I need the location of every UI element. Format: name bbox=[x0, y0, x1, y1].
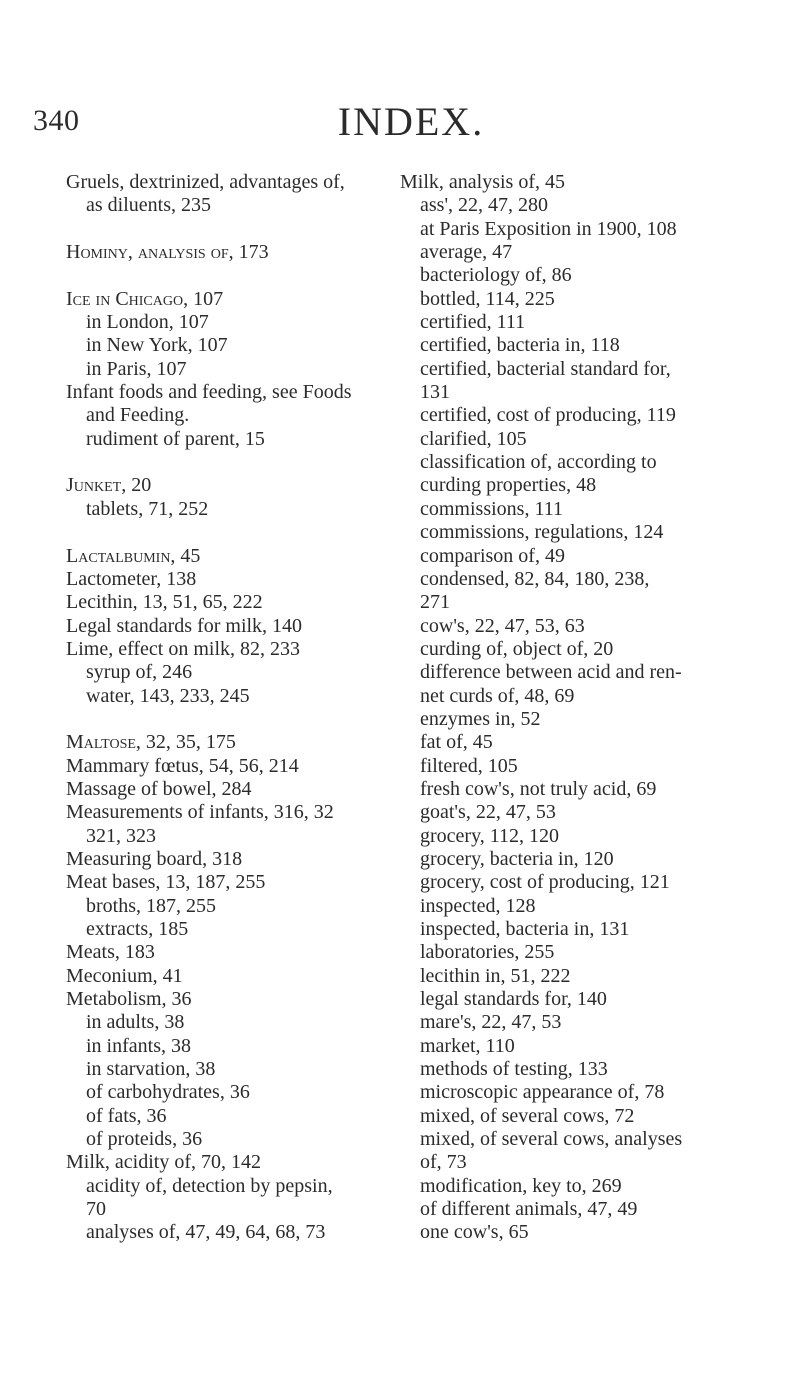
index-entry: as diluents, 235 bbox=[86, 194, 211, 217]
index-entry: Meats, 183 bbox=[66, 941, 155, 964]
index-entry: fat of, 45 bbox=[420, 731, 493, 754]
index-entry: net curds of, 48, 69 bbox=[420, 684, 575, 707]
index-entry: analyses of, 47, 49, 64, 68, 73 bbox=[86, 1221, 326, 1244]
index-entry: 70 bbox=[86, 1198, 106, 1221]
index-entry: and Feeding. bbox=[86, 404, 190, 427]
index-entry: acidity of, detection by pepsin, bbox=[86, 1174, 333, 1197]
index-entry: Infant foods and feeding, see Foods bbox=[66, 381, 352, 404]
index-entry: certified, cost of producing, 119 bbox=[420, 404, 676, 427]
index-entry: in London, 107 bbox=[86, 311, 209, 334]
index-entry: of proteids, 36 bbox=[86, 1128, 203, 1151]
index-entry: Mammary fœtus, 54, 56, 214 bbox=[66, 754, 299, 777]
index-entry: Measuring board, 318 bbox=[66, 847, 243, 870]
index-entry: difference between acid and ren- bbox=[420, 661, 682, 684]
index-entry: comparison of, 49 bbox=[420, 544, 565, 567]
index-entry: commissions, regulations, 124 bbox=[420, 521, 664, 544]
index-entry: Milk, analysis of, 45 bbox=[400, 171, 565, 193]
index-entry: mare's, 22, 47, 53 bbox=[420, 1011, 562, 1034]
index-entry: certified, 111 bbox=[420, 311, 526, 334]
index-entry: syrup of, 246 bbox=[86, 661, 193, 684]
index-entry: clarified, 105 bbox=[420, 427, 527, 450]
index-entry: laboratories, 255 bbox=[420, 941, 555, 964]
index-entry: ass', 22, 47, 280 bbox=[420, 194, 549, 217]
index-entry: methods of testing, 133 bbox=[420, 1058, 608, 1081]
index-entry: in adults, 38 bbox=[86, 1011, 185, 1034]
index-entry: of, 73 bbox=[420, 1151, 467, 1174]
index-entry: water, 143, 233, 245 bbox=[86, 684, 250, 707]
index-entry: tablets, 71, 252 bbox=[86, 497, 209, 520]
index-entry: microscopic appearance of, 78 bbox=[420, 1081, 665, 1104]
index-entry: bacteriology of, 86 bbox=[420, 264, 572, 287]
index-entry: certified, bacteria in, 118 bbox=[420, 334, 620, 357]
index-entry: market, 110 bbox=[420, 1034, 515, 1057]
index-entry: grocery, bacteria in, 120 bbox=[420, 847, 614, 870]
index-entry: of fats, 36 bbox=[86, 1104, 167, 1127]
index-entry: in starvation, 38 bbox=[86, 1058, 216, 1081]
index-entry: at Paris Exposition in 1900, 108 bbox=[420, 217, 677, 240]
index-entry: Lactometer, 138 bbox=[66, 567, 197, 590]
index-entry: Meat bases, 13, 187, 255 bbox=[66, 871, 266, 894]
index-entry: mixed, of several cows, 72 bbox=[420, 1104, 635, 1127]
index-entry: in Paris, 107 bbox=[86, 357, 187, 380]
index-entry: lecithin in, 51, 222 bbox=[420, 964, 571, 987]
index-entry: 131 bbox=[420, 381, 450, 404]
index-entry: Junket, 20 bbox=[66, 474, 152, 497]
page-title: INDEX. bbox=[337, 99, 485, 144]
index-entry: grocery, cost of producing, 121 bbox=[420, 871, 670, 894]
index-entry: Lecithin, 13, 51, 65, 222 bbox=[66, 591, 263, 614]
index-entry: condensed, 82, 84, 180, 238, bbox=[420, 567, 650, 590]
index-entry: Metabolism, 36 bbox=[66, 988, 192, 1011]
index-entry: in infants, 38 bbox=[86, 1034, 191, 1057]
index-entry: of different animals, 47, 49 bbox=[420, 1198, 638, 1221]
index-entry: of carbohydrates, 36 bbox=[86, 1081, 250, 1104]
index-entry: Meconium, 41 bbox=[66, 964, 183, 987]
index-entry: legal standards for, 140 bbox=[420, 988, 607, 1011]
index-entry: Ice in Chicago, 107 bbox=[66, 287, 224, 310]
index-entry: cow's, 22, 47, 53, 63 bbox=[420, 614, 585, 637]
index-entry: Measurements of infants, 316, 32 bbox=[66, 801, 334, 824]
index-entry: Gruels, dextrinized, advantages of, bbox=[66, 171, 345, 193]
index-entry: average, 47 bbox=[420, 241, 513, 264]
index-entry: fresh cow's, not truly acid, 69 bbox=[420, 777, 657, 800]
index-column-left bbox=[66, 171, 396, 1245]
index-entry: bottled, 114, 225 bbox=[420, 287, 555, 310]
index-entry: Milk, acidity of, 70, 142 bbox=[66, 1151, 261, 1174]
index-entry: broths, 187, 255 bbox=[86, 894, 216, 917]
index-entry: mixed, of several cows, analyses bbox=[420, 1128, 683, 1151]
index-entry: curding of, object of, 20 bbox=[420, 637, 614, 660]
index-entry: one cow's, 65 bbox=[420, 1221, 529, 1244]
index-entry: rudiment of parent, 15 bbox=[86, 427, 265, 450]
index-entry: inspected, 128 bbox=[420, 894, 536, 917]
index-entry: modification, key to, 269 bbox=[420, 1174, 622, 1197]
index-entry: filtered, 105 bbox=[420, 754, 518, 777]
index-entry: in New York, 107 bbox=[86, 334, 228, 357]
index-entry: Lime, effect on milk, 82, 233 bbox=[66, 637, 301, 660]
index-entry: grocery, 112, 120 bbox=[420, 824, 560, 847]
index-entry: inspected, bacteria in, 131 bbox=[420, 918, 630, 940]
index-entry: Massage of bowel, 284 bbox=[66, 777, 252, 800]
index-entry: 271 bbox=[420, 591, 450, 614]
index-entry: certified, bacterial standard for, bbox=[420, 357, 671, 380]
index-entry: enzymes in, 52 bbox=[420, 707, 541, 730]
page-number: 340 bbox=[33, 104, 80, 137]
index-column-right bbox=[400, 171, 745, 1245]
index-entry: 321, 323 bbox=[86, 824, 156, 847]
index-entry: Hominy, analysis of, 173 bbox=[66, 241, 269, 264]
index-entry: Lactalbumin, 45 bbox=[66, 544, 201, 567]
index-entry: extracts, 185 bbox=[86, 918, 189, 940]
index-entry: Maltose, 32, 35, 175 bbox=[66, 731, 236, 754]
index-entry: curding properties, 48 bbox=[420, 474, 597, 497]
index-entry: commissions, 111 bbox=[420, 497, 563, 520]
index-entry: classification of, according to bbox=[420, 451, 657, 474]
index-entry: Legal standards for milk, 140 bbox=[66, 614, 303, 637]
index-entry: goat's, 22, 47, 53 bbox=[420, 801, 556, 824]
